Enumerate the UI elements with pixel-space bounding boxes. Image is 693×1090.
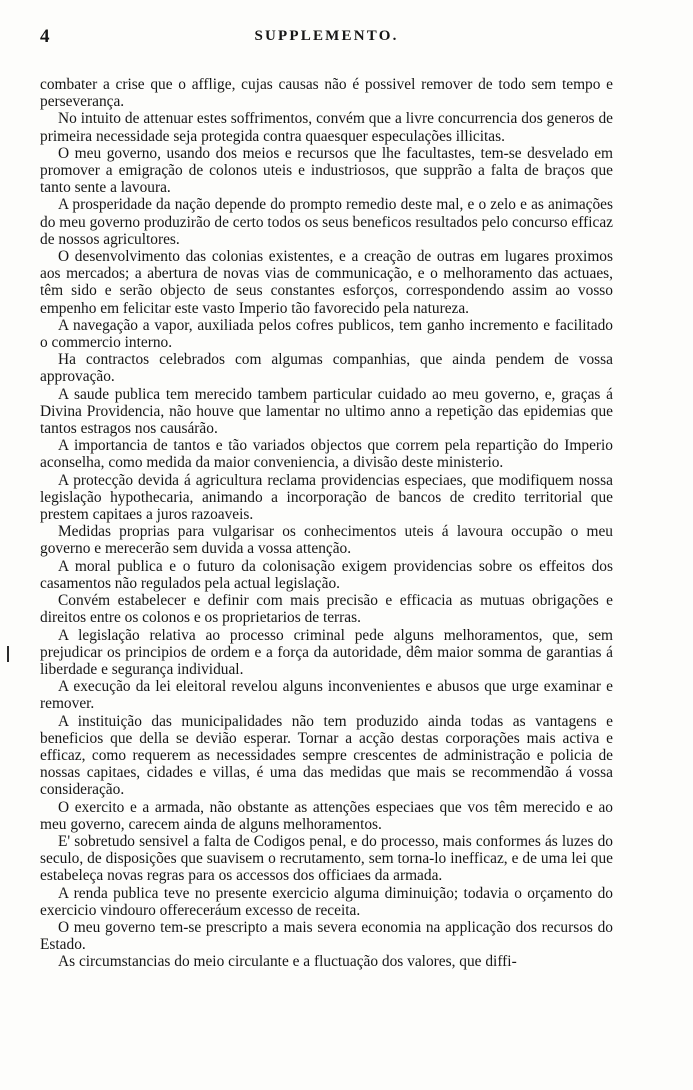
paragraph: O meu governo, usando dos meios e recursos que lhe facultastes, tem-se desvelado em promover a emigração de colonos uteis e industriosos, que supprão a falta de braços que tanto sente a lavoura. [40,144,613,197]
paragraph: E' sobretudo sensivel a falta de Codigos penal, e do processo, mais conformes ás luzes do seculo, de disposições que suavisem o recrutamento, sem torna-lo inefficaz, e de uma lei que estabeleça novas regras para os accessos dos officiaes da armada. [40,832,613,885]
paragraph: A renda publica teve no presente exercicio alguma diminuição; todavia o orçamento do exercicio vindouro offereceráum excesso de receita. [40,884,613,919]
paragraph: O desenvolvimento das colonias existentes, e a creação de outras em lugares proximos aos mercados; a abertura de novas vias de communicação, e o melhoramento das actuaes, têm sido e serão objecto de seus constantes esforços, correspondendo assim ao vosso empenho em felicitar este vasto Imperio tão favorecido pela natureza. [40,248,613,317]
paragraph: A moral publica e o futuro da colonisação exigem providencias sobre os effeitos dos casamentos não regulados pela actual legislação. [40,557,613,592]
paragraph: O exercito e a armada, não obstante as attenções especiaes que vos têm merecido e ao meu governo, carecem ainda de alguns melhoramentos. [40,798,613,833]
paragraph: A prosperidade da nação depende do prompto remedio deste mal, e o zelo e as animações do meu governo produzirão de certo todos os seus beneficos resultados pelo concurso efficaz de nossos agricultores. [40,196,613,248]
body-text [40,76,613,971]
paragraph: A navegação a vapor, auxiliada pelos cofres publicos, tem ganho incremento e facilitado o commercio interno. [40,316,613,352]
paragraph: A protecção devida á agricultura reclama providencias especiaes, que modifiquem nossa legislação hypothecaria, animando a incorporação de bancos de credito territorial que prestem capitaes a juros razoaveis. [40,471,613,524]
paragraph: A legislação relativa ao processo criminal pede alguns melhoramentos, que, sem prejudicar os principios de ordem e a força da autoridade, dêm maior somma de garantias á liberdade e segurança individual. [40,626,613,678]
paragraph: Medidas proprias para vulgarisar os conhecimentos uteis á lavoura occupão o meu governo e merecerão sem duvida a vossa attenção. [40,523,613,558]
paragraph: No intuito de attenuar estes soffrimentos, convém que a livre concurrencia dos generos de primeira necessidade seja protegida contra quaesquer especulações illicitas. [40,110,613,145]
margin-mark [7,646,9,662]
paragraph: Ha contractos celebrados com algumas companhias, que ainda pendem de vossa approvação. [40,351,613,386]
running-head: SUPPLEMENTO. [254,28,399,44]
paragraph: A importancia de tantos e tão variados objectos que correm pela repartição do Imperio aconselha, como medida da maior conveniencia, a divisão deste ministerio. [40,437,613,472]
paragraph: A saude publica tem merecido tambem particular cuidado ao meu governo, e, graças á Divina Providencia, não houve que lamentar no ultimo anno a repetição das epidemias que tantos estragos nos causárão. [40,385,613,438]
paragraph: combater a crise que o afflige, cujas causas não é possivel remover de todo sem tempo e perseverança. [40,76,613,111]
paragraph: Convém estabelecer e definir com mais precisão e efficacia as mutuas obrigações e direitos entre os colonos e os proprietarios de terras. [40,592,613,627]
page-header [40,20,613,50]
paragraph: O meu governo tem-se prescripto a mais severa economia na applicação dos recursos do Estado. [40,918,613,954]
paragraph: As circumstancias do meio circulante e a fluctuação dos valores, que diffi- [58,953,517,971]
page-number: 4 [40,26,50,47]
paragraph: A instituição das municipalidades não tem produzido ainda todas as vantagens e beneficios que della se devião esperar. Tornar a acção destas corporações mais activa e efficaz, como requerem as necessidades sempre crescentes de administração e policia de nossas capitaes, cidades e villas, é uma das medidas que mais se recommendão á vossa consideração. [40,712,613,799]
paragraph: A execução da lei eleitoral revelou alguns inconvenientes e abusos que urge examinar e remover. [40,678,613,713]
